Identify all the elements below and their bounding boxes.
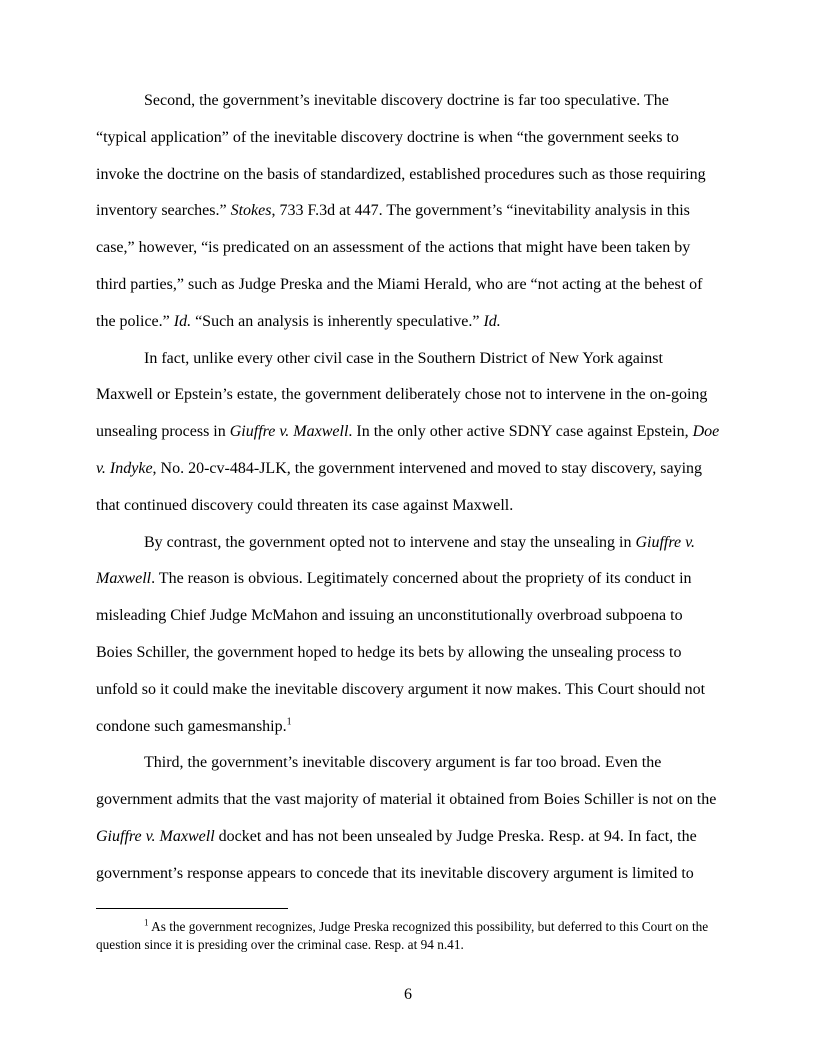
text-run: Giuffre v. Maxwell [96, 533, 695, 588]
paragraph-by-contrast-gamesmanship [96, 525, 720, 746]
footnote-text [96, 918, 720, 953]
text-run: docket and has not been unsealed by Judge Preska. Resp. at 94. In fact, the government’s response appears to concede that its inevitable discovery argument is limited to [96, 827, 697, 882]
text-run: “Such an analysis is inherently speculative.” [191, 312, 484, 330]
paragraph-argument-too-broad [96, 745, 720, 892]
text-run: . The reason is obvious. Legitimately concerned about the propriety of its conduct in misleading Chief Judge McMahon and issuing an unconstitutionally overbroad subpoena to Boies Schiller, the government hoped to hedge its bets by allowing the unsealing process to unfold so it could make the inevitable discovery argument it now makes. This Court should not condone such gamesmanship. [96, 570, 706, 735]
text-run: , No. 20-cv-484-JLK, the government intervened and moved to stay discovery, saying that continued discovery could threaten its case against Maxwell. [96, 459, 703, 514]
text-run: Doe v. Indyke [96, 423, 720, 477]
text-run: Third, the government’s inevitable discovery argument is far too broad. Even the government admits that the vast majority of material it obtained from Boies Schiller is not on the [96, 754, 717, 809]
footnote-separator-line [96, 908, 288, 909]
page-number: 6 [404, 986, 412, 1003]
text-run: . In the only other active SDNY case against Epstein, [348, 423, 693, 441]
text-run: Giuffre v. Maxwell [96, 827, 215, 845]
footnote-reference: 1 [286, 716, 292, 728]
text-run: , 733 F.3d at 447. The government’s “inevitability analysis in this case,” however, “is predicated on an assessment of the actions that might have been taken by third parties,” such as Judge Preska and the Miami Herald, who are “not acting at the behest of the police.” [96, 202, 703, 330]
text-run: By contrast, the government opted not to intervene and stay the unsealing in [144, 533, 636, 551]
brief-body [96, 83, 720, 893]
text-run: As the government recognizes, Judge Preska recognized this possibility, but deferred to this Court on the question since it is presiding over the criminal case. Resp. at 94 n.41. [96, 919, 709, 952]
text-run: Stokes [230, 202, 272, 220]
text-run: Id. [483, 312, 501, 330]
text-run: In fact, unlike every other civil case in the Southern District of New York against Maxwell or Epstein’s estate, the government deliberately chose not to intervene in the on-going unsealing process in [96, 349, 708, 441]
paragraph-inevitable-discovery-speculative [96, 83, 720, 341]
paragraph-no-intervention-sdny [96, 341, 720, 525]
footnote-area [96, 908, 720, 953]
text-run: Giuffre v. Maxwell [229, 423, 349, 441]
footnote-reference: 1 [144, 917, 149, 928]
text-run: Id. [173, 312, 192, 330]
text-run: Second, the government’s inevitable discovery doctrine is far too speculative. The “typical application” of the inevitable discovery doctrine is when “the government seeks to invoke the doctrine on the basis of standardized, established procedures such as those requiring inventory searches.” [96, 92, 706, 220]
